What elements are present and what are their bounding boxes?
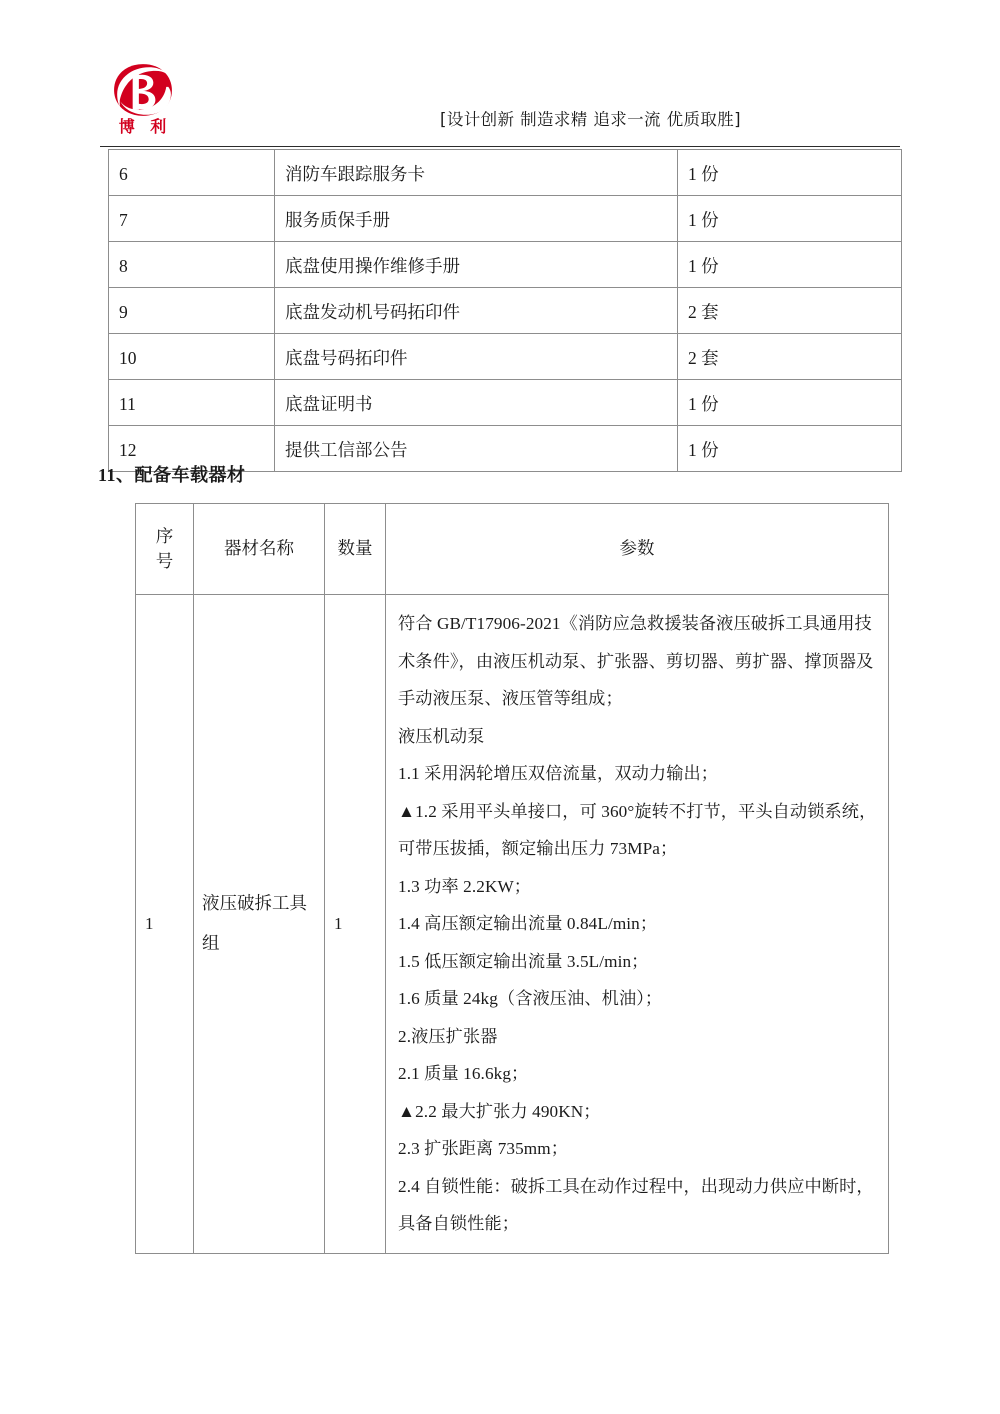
table-header-row xyxy=(136,504,889,595)
row-item-name: 底盘使用操作维修手册 xyxy=(275,242,678,288)
parameter-line: ▲1.2 采用平头单接口，可 360°旋转不打节，平头自动锁系统，可带压拔插，额定输出压力 73MPa； xyxy=(398,801,877,858)
column-header-equipment-name: 器材名称 xyxy=(194,504,325,595)
row-quantity: 2 套 xyxy=(678,334,902,380)
parameter-line: 2.4 自锁性能：破拆工具在动作过程中，出现动力供应中断时，具备自锁性能； xyxy=(398,1176,874,1233)
parameter-list xyxy=(398,605,882,1243)
column-header-no xyxy=(136,504,194,595)
documents-list-table xyxy=(108,149,902,472)
row-index: 10 xyxy=(109,334,275,380)
parameter-line: 1.1 采用涡轮增压双倍流量，双动力输出； xyxy=(398,764,719,783)
column-header-quantity: 数量 xyxy=(325,504,386,595)
row-quantity: 1 份 xyxy=(678,380,902,426)
row-item-name: 底盘发动机号码拓印件 xyxy=(275,288,678,334)
row-quantity: 1 xyxy=(325,595,386,1254)
row-index: 9 xyxy=(109,288,275,334)
row-equipment-name: 液压破拆工具组 xyxy=(194,595,325,1254)
company-logo xyxy=(100,62,186,148)
company-slogan: [设计创新 制造求精 追求一流 优质取胜] xyxy=(440,110,742,129)
company-logo-text: 博 利 xyxy=(118,117,172,136)
row-quantity: 1 份 xyxy=(678,150,902,196)
parameter-line: 1.4 高压额定输出流量 0.84L/min； xyxy=(398,914,658,933)
table-row xyxy=(136,595,889,1254)
row-index: 1 xyxy=(136,595,194,1254)
logo-swirl-icon xyxy=(112,62,174,118)
row-item-name: 底盘证明书 xyxy=(275,380,678,426)
row-index: 7 xyxy=(109,196,275,242)
table-row xyxy=(109,288,902,334)
parameter-line: 符合 GB/T17906-2021《消防应急救援装备液压破拆工具通用技术条件》，由液压机动泵、扩张器、剪切器、剪扩器、撑顶器及手动液压泵、液压管等组成； xyxy=(398,614,874,708)
parameter-line: 1.3 功率 2.2KW； xyxy=(398,876,532,896)
parameter-line: 液压机动泵 xyxy=(398,726,485,746)
row-quantity: 1 份 xyxy=(678,426,902,472)
parameter-line: 2.3 扩张距离 735mm； xyxy=(398,1139,569,1158)
table-row xyxy=(109,334,902,380)
table-row xyxy=(109,380,902,426)
header-divider xyxy=(100,146,900,147)
column-header-parameters: 参数 xyxy=(386,504,889,595)
parameter-line: 1.6 质量 24kg（含液压油、机油）； xyxy=(398,989,663,1008)
table-row xyxy=(109,196,902,242)
parameter-line: 2.液压扩张器 xyxy=(398,1026,498,1046)
row-item-name: 消防车跟踪服务卡 xyxy=(275,150,678,196)
table-row xyxy=(109,150,902,196)
parameter-line: 2.1 质量 16.6kg； xyxy=(398,1064,529,1083)
section-heading: 11、配备车载器材 xyxy=(98,465,246,485)
row-index: 11 xyxy=(109,380,275,426)
column-header-no-line2: 号 xyxy=(155,551,174,571)
parameter-line: ▲2.2 最大扩张力 490KN； xyxy=(398,1101,601,1121)
row-item-name: 底盘号码拓印件 xyxy=(275,334,678,380)
parameter-line: 1.5 低压额定输出流量 3.5L/min； xyxy=(398,951,649,971)
row-index: 8 xyxy=(109,242,275,288)
row-item-name: 服务质保手册 xyxy=(275,196,678,242)
row-quantity: 1 份 xyxy=(678,196,902,242)
row-index: 6 xyxy=(109,150,275,196)
row-parameters xyxy=(386,595,889,1254)
row-item-name: 提供工信部公告 xyxy=(275,426,678,472)
table-row xyxy=(109,242,902,288)
column-header-no-line1: 序 xyxy=(155,525,174,546)
row-index: 12 xyxy=(109,426,275,472)
row-quantity: 2 套 xyxy=(678,288,902,334)
onboard-equipment-table xyxy=(135,503,889,1254)
page-header xyxy=(0,58,1000,150)
row-quantity: 1 份 xyxy=(678,242,902,288)
